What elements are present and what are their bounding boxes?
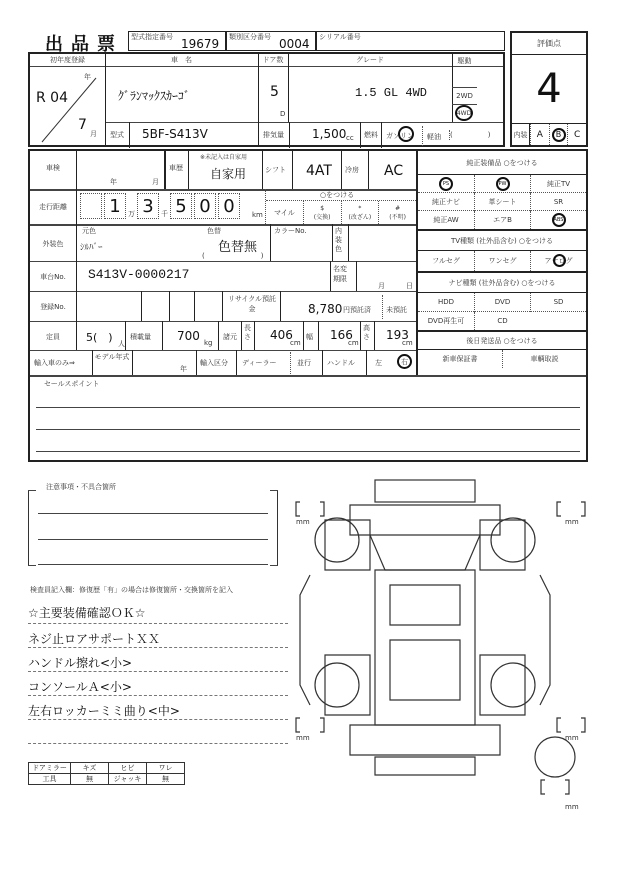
navi-cd[interactable]: CD [474, 312, 530, 330]
drive-4wd[interactable]: 4WD [455, 105, 473, 121]
mileage-label: 走行距離 [39, 203, 67, 211]
width-value: 166 [330, 328, 353, 342]
grade-label: グレード [356, 56, 384, 64]
type-cert-value: 19679 [181, 37, 220, 51]
shift-value: 4AT [306, 163, 332, 179]
capacity-label: 定員 [46, 333, 60, 341]
chassis-label: 車台No. [40, 273, 66, 281]
registration-label: 登録No. [40, 303, 66, 311]
category-box [226, 31, 316, 51]
equip-title: 純正装備品 ○をつける [418, 151, 586, 175]
interior-a[interactable]: A [530, 124, 549, 145]
recycle-unit: 円預託済 [343, 306, 371, 314]
mileage-digit-blank [80, 193, 102, 219]
fuel-other[interactable]: ( ) [450, 131, 491, 139]
equip-leather[interactable]: 革シート [474, 193, 530, 211]
type-cert-label: 型式指定番号 [131, 33, 173, 41]
recycle-label: リサイクル預託金 [227, 295, 277, 313]
history-value: 自家用 [210, 167, 247, 181]
inspector-line: ネジ止ロアサポートＸＸ [28, 624, 288, 648]
drive-label: 駆動 [457, 57, 472, 65]
model-value: 5BF-S413V [142, 127, 208, 141]
cell: 工具 [29, 774, 71, 785]
color-no-label: カラーNo. [274, 227, 307, 235]
diagonal-divider [38, 74, 98, 144]
load-label: 積載量 [130, 333, 151, 341]
spare-tire-icon [535, 737, 575, 777]
reg-year-unit: 年 [84, 73, 91, 81]
car-name-label: 車 名 [171, 56, 192, 64]
page-title: 出品票 [45, 34, 123, 55]
front-right-tire-icon [491, 518, 535, 562]
handle-left[interactable]: 左 [375, 359, 382, 367]
cell: ワレ [147, 763, 185, 774]
interior-c[interactable]: C [567, 124, 586, 145]
navi-sd[interactable]: SD [530, 293, 586, 312]
fuel-label: 燃料 [360, 122, 382, 148]
orig-color-label: 元色 [82, 227, 96, 235]
fuel-gasoline-circle [398, 126, 414, 142]
equipment-panel [418, 151, 586, 375]
history-label: 車歴 [169, 164, 183, 172]
mm-label: mm [296, 734, 310, 742]
inspection-year: 年 [110, 178, 117, 186]
notes-label: 注意事項・不具合箇所 [46, 483, 116, 491]
cell: ヒビ [109, 763, 147, 774]
cell: ジャッキ [109, 774, 147, 785]
inspection-label: 車検 [46, 164, 60, 172]
tv-analog-circle [553, 254, 566, 267]
grade-value: 1.5 GL 4WD [355, 86, 428, 100]
import-parallel[interactable]: 並行 [290, 352, 311, 374]
shift-label: シフト [265, 166, 286, 174]
cell: 無 [147, 774, 185, 785]
later-title: 後日発送品 ○をつける [418, 330, 586, 350]
recycle-unpaid[interactable]: 未預託 [382, 295, 407, 319]
equip-abs[interactable] [530, 211, 586, 229]
spec-label: 諸元 [223, 333, 237, 341]
navi-dvd-play[interactable]: DVD再生可 [427, 317, 465, 325]
interior-b-circled: B [552, 128, 566, 142]
interior-grade [512, 123, 586, 145]
ac-label: 冷房 [345, 166, 359, 174]
notes-box [28, 490, 278, 565]
km-unit: km [252, 211, 263, 219]
doors-label: ドア数 [262, 56, 284, 64]
details-box [28, 149, 588, 462]
tv-title: TV種類 (社外品含む) ○をつける [418, 229, 586, 251]
inspector-line [28, 720, 288, 744]
equip-ps-circled: PS [439, 177, 453, 191]
tv-analog-label: アナログ [544, 257, 573, 265]
mileage-option-unknown[interactable]: # (不明) [378, 201, 416, 224]
inspector-line: コンソールＡ<小> [28, 672, 288, 696]
category-label: 類別区分番号 [229, 33, 271, 41]
handle-right[interactable]: 右 [397, 354, 412, 369]
inspector-line: ☆主要装備確認ＯＫ☆ [28, 600, 288, 624]
sen-unit: 千 [161, 210, 168, 218]
reg-month-unit: 月 [90, 130, 97, 138]
reg-label: 初年度登録 [50, 56, 85, 64]
mirror-tool-table [28, 762, 185, 785]
front-left-tire-icon [315, 518, 359, 562]
model-year-unit: 年 [180, 365, 187, 373]
inspector-lines [28, 600, 288, 744]
height-label: 高さ [363, 324, 370, 341]
width-label: 幅 [306, 333, 313, 341]
recycle-value: 8,780 [308, 302, 343, 316]
color-change: 色替無 [218, 240, 258, 255]
sales-point-label: セールスポイント [44, 380, 100, 388]
score-box [510, 31, 588, 147]
category-value: 0004 [279, 37, 310, 51]
mm-label: mm [296, 518, 310, 526]
mileage-mark-note: ○をつける [320, 191, 355, 199]
interior-color-label: 内装色 [335, 227, 342, 253]
height-value: 193 [386, 328, 409, 342]
vehicle-box [28, 52, 505, 147]
tv-oneseg[interactable]: ワンセグ [474, 251, 530, 271]
mileage-digit: 0 [194, 193, 216, 219]
length-unit: cm [290, 339, 301, 347]
ac-value: AC [384, 163, 404, 179]
mileage-digit: 3 [137, 193, 159, 219]
equip-abs-circled: ABS [552, 213, 566, 227]
doors-value: 5 [270, 84, 279, 100]
car-name: ｸﾞﾗﾝﾏｯｸｽｶｰｺﾞ [118, 89, 191, 103]
disp-value: 1,500 [312, 127, 347, 141]
cell: キズ [71, 763, 109, 774]
inspector-line: ハンドル擦れ<小> [28, 648, 288, 672]
inspection-month: 月 [152, 178, 159, 186]
handle-label: ハンドル [327, 359, 355, 367]
navi-empty [530, 312, 586, 330]
mm-label: mm [565, 518, 579, 526]
reg-month: 7 [78, 117, 87, 133]
mileage-options [266, 200, 416, 224]
doors-unit: D [280, 110, 286, 118]
navi-dvd[interactable]: DVD [474, 293, 530, 312]
navi-title: ナビ種類 (社外品含む) ○をつける [418, 271, 586, 293]
import-label: 輸入車のみ⇒ [34, 359, 75, 367]
model-year-label: モデル年式 [94, 353, 130, 361]
mileage-digit: 1 [104, 193, 126, 219]
color-change-paren: ( ) [202, 252, 264, 260]
name-change-month: 月 [378, 282, 385, 290]
load-value: 700 [177, 329, 200, 343]
score-value: 4 [536, 66, 562, 112]
inspector-label: 検査員記入欄：修復歴「有」の場合は修復箇所・交換箇所を記入 [30, 586, 233, 594]
history-note: ※未記入は自家用 [200, 154, 248, 161]
inspector-line: 左右ロッカーミミ曲り<中> [28, 696, 288, 720]
later-warranty[interactable]: 新車保証書 [442, 355, 478, 363]
type-cert-box [128, 31, 226, 51]
tv-fullseg[interactable]: フルセグ [432, 257, 460, 265]
cell: 無 [71, 774, 109, 785]
chassis-value: S413V-0000217 [88, 267, 190, 282]
drive-2wd[interactable]: 2WD [456, 92, 473, 100]
name-change-label: 名変期限 [333, 265, 347, 283]
capacity-unit: 人 [118, 340, 125, 348]
width-unit: cm [348, 339, 359, 347]
height-unit: cm [402, 339, 413, 347]
equip-navi[interactable]: 純正ナビ [418, 193, 474, 211]
reg-era: R 04 [36, 90, 68, 106]
mm-label: mm [565, 734, 579, 742]
serial-label: シリアル番号 [319, 33, 361, 41]
color-change-label: 色替 [207, 227, 221, 235]
rear-left-tire-icon [315, 663, 359, 707]
mileage-option-exchanged[interactable]: $ (交換) [303, 201, 341, 224]
score-label: 評価点 [512, 33, 586, 55]
mileage-option-tampered[interactable]: * (改ざん) [341, 201, 379, 224]
interior-b[interactable] [549, 124, 568, 145]
navi-hdd[interactable]: HDD [418, 293, 474, 312]
length-label: 長さ [244, 324, 251, 341]
mileage-option-mile[interactable]: マイル [273, 208, 295, 217]
tv-analog[interactable] [530, 251, 586, 271]
mileage-digits [80, 193, 263, 219]
man-unit: 万 [128, 210, 135, 218]
load-unit: kg [204, 339, 213, 347]
mm-label: mm [565, 803, 579, 811]
name-change-day: 日 [406, 282, 413, 290]
import-dealer[interactable]: ディーラー [242, 359, 277, 367]
serial-box [316, 31, 505, 51]
disp-unit: cc [346, 134, 354, 142]
model-label: 型式 [105, 122, 130, 148]
mileage-digit: 0 [218, 193, 240, 219]
car-diagram [290, 475, 610, 815]
equip-aw[interactable]: 純正AW [433, 216, 459, 224]
import-div-label: 輸入区分 [200, 359, 228, 367]
later-manual[interactable]: 車輌取説 [502, 350, 586, 368]
equip-pw-circled: PW [496, 177, 510, 191]
capacity-value: 5( ) [86, 331, 113, 344]
equip-pw[interactable] [474, 175, 530, 193]
equip-tv[interactable]: 純正TV [530, 175, 586, 193]
length-value: 406 [270, 328, 293, 342]
rear-right-tire-icon [491, 663, 535, 707]
disp-label: 排気量 [258, 122, 290, 148]
equip-ps[interactable] [418, 175, 474, 193]
fuel-gasoline[interactable]: ガソリン [386, 132, 414, 140]
orig-color: ｼﾙﾊﾞｰ [80, 243, 103, 253]
cell: ドアミラー [29, 763, 71, 774]
equip-sr[interactable]: SR [530, 193, 586, 211]
interior-label: 内装 [512, 124, 530, 145]
mileage-digit: 5 [170, 193, 192, 219]
color-label: 外装色 [42, 240, 64, 248]
fuel-diesel[interactable]: 軽油 [422, 126, 444, 146]
equip-airbag[interactable]: エアB [474, 211, 530, 229]
